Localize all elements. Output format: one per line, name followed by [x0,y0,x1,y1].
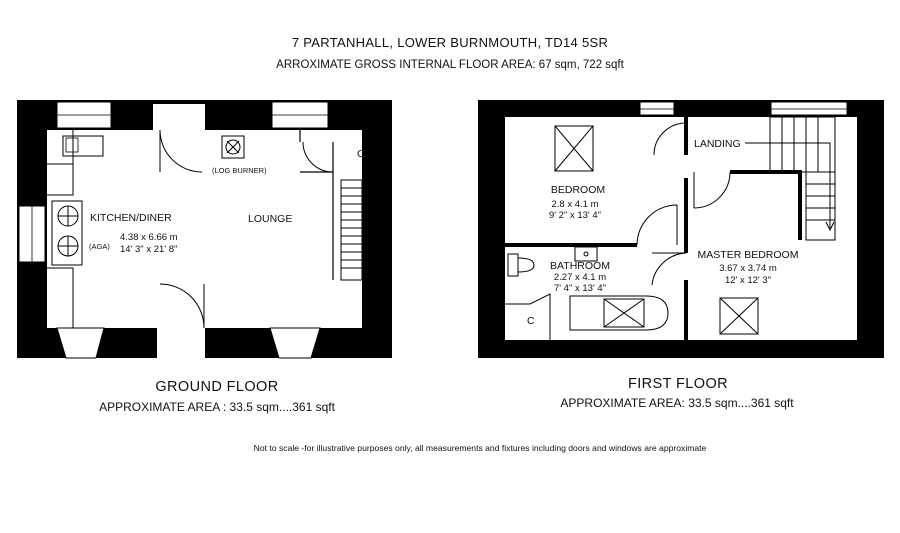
bath [570,296,668,330]
ground-floor-dim-metric: 4.38 x 6.66 m [120,232,178,243]
property-address: 7 PARTANHALL, LOWER BURNMOUTH, TD14 5SR [291,35,609,50]
velux-window [555,126,593,171]
bedroom-dim-metric: 2.8 x 4.1 m [551,199,599,210]
landing-label: LANDING [694,138,741,150]
bathroom-dim-metric: 2.27 x 4.1 m [553,272,607,283]
gross-floor-area: ARROXIMATE GROSS INTERNAL FLOOR AREA: 67 sqm, 722 sqft [276,59,624,71]
velux-window [720,298,758,334]
first-floor-walls [478,100,884,358]
door-swing [303,142,333,172]
door-swing [160,284,204,328]
bay-window [270,328,320,358]
cupboard-label: C [357,148,365,160]
sink [66,138,78,152]
master-bedroom-dim-metric: 3.67 x 3.74 m [719,263,777,274]
staircase [745,117,835,240]
aga-label: (AGA) [89,242,110,251]
aga-cooker [52,201,82,265]
bedroom-label: BEDROOM [550,184,606,196]
master-bedroom-dim-imperial: 12' x 12' 3" [724,275,772,286]
lounge-label: LOUNGE [248,213,293,225]
door-swing [160,130,202,172]
disclaimer: Not to scale -for illustrative purposes only, all measurements and fixtures including doors and windows are approximate [253,443,707,453]
ground-floor-area: APPROXIMATE AREA : 33.5 sqm....361 sqft [99,400,335,414]
bathroom-label: BATHROOM [550,260,610,272]
bedroom-dim-imperial: 9' 2" x 13' 4" [548,210,602,221]
log-burner [222,136,244,158]
first-floor-plan [478,100,884,358]
first-floor-area: APPROXIMATE AREA: 33.5 sqm....361 sqft [560,396,794,410]
ground-floor-dim-imperial: 14' 3" x 21' 8" [120,244,178,255]
bathroom-cupboard-label: C [527,315,535,327]
bathroom-dim-imperial: 7' 4" x 13' 4" [553,283,607,294]
door-swing [654,117,686,155]
kitchen-label: KITCHEN/DINER [90,212,172,224]
door-swing [694,172,730,208]
master-bedroom-label: MASTER BEDROOM [697,249,799,261]
door-swing [637,205,677,245]
ground-floor-plan [17,100,392,358]
door-swing [652,253,686,285]
washbasin [575,247,597,261]
ground-floor-title: GROUND FLOOR [155,379,279,395]
log-burner-label: (LOG BURNER) [212,166,267,175]
first-floor-title: FIRST FLOOR [627,376,729,392]
toilet [508,254,534,276]
kitchen-worktop [47,130,73,328]
